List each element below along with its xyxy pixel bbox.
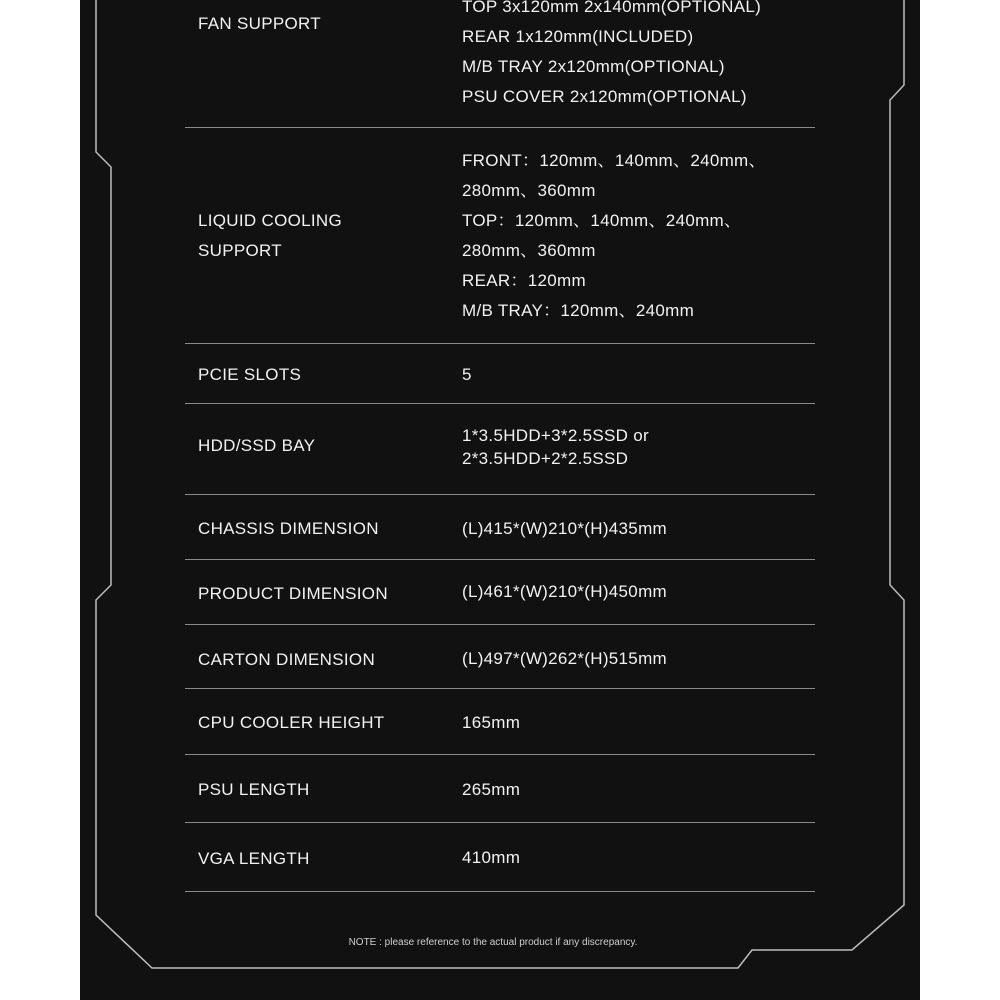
spec-label: CARTON DIMENSION bbox=[198, 650, 376, 669]
spec-label: CPU COOLER HEIGHT bbox=[198, 713, 385, 732]
spec-value: 5 bbox=[462, 365, 472, 384]
spec-value: TOP 3x120mm 2x140mm(OPTIONAL) REAR 1x120mm(INCLUDED) M/B TRAY 2x120mm(OPTIONAL) PSU COVER 2x120mm(OPTIONAL) bbox=[462, 0, 762, 106]
spec-row-fan-support bbox=[185, 0, 815, 128]
spec-value: (L)415*(W)210*(H)435mm bbox=[462, 519, 667, 538]
spec-row-hdd-ssd-bay bbox=[185, 404, 815, 495]
disclaimer-note: NOTE : please reference to the actual product if any discrepancy. bbox=[348, 937, 638, 948]
spec-row-psu-length bbox=[185, 755, 815, 823]
spec-row-liquid-cooling bbox=[185, 128, 815, 344]
spec-value: 1*3.5HDD+3*2.5SSD or 2*3.5HDD+2*2.5SSD bbox=[462, 426, 649, 468]
spec-row-cpu-cooler-height bbox=[185, 689, 815, 755]
spec-label: LIQUID COOLING SUPPORT bbox=[198, 211, 343, 260]
spec-row-carton-dimension bbox=[185, 625, 815, 689]
spec-value: (L)497*(W)262*(H)515mm bbox=[462, 649, 667, 668]
spec-label: CHASSIS DIMENSION bbox=[198, 519, 379, 538]
spec-label: FAN SUPPORT bbox=[198, 14, 321, 33]
spec-value: 165mm bbox=[462, 713, 521, 732]
spec-value: (L)461*(W)210*(H)450mm bbox=[462, 582, 667, 601]
spec-label: VGA LENGTH bbox=[198, 849, 310, 868]
spec-value: 265mm bbox=[462, 780, 521, 799]
spec-row-product-dimension bbox=[185, 560, 815, 625]
spec-label: PRODUCT DIMENSION bbox=[198, 584, 388, 603]
spec-value: 410mm bbox=[462, 848, 521, 867]
spec-label: PSU LENGTH bbox=[198, 780, 310, 799]
spec-label: HDD/SSD BAY bbox=[198, 436, 316, 455]
spec-row-vga-length bbox=[185, 823, 815, 892]
spec-value: FRONT：120mm、140mm、240mm、 280mm、360mm TOP：120mm、140mm、240mm、 280mm、360mm REAR：120mm M/B TRAY：120mm、240mm bbox=[462, 151, 766, 320]
spec-row-pcie-slots bbox=[185, 344, 815, 404]
spec-label: PCIE SLOTS bbox=[198, 365, 302, 384]
spec-row-chassis-dimension bbox=[185, 495, 815, 560]
